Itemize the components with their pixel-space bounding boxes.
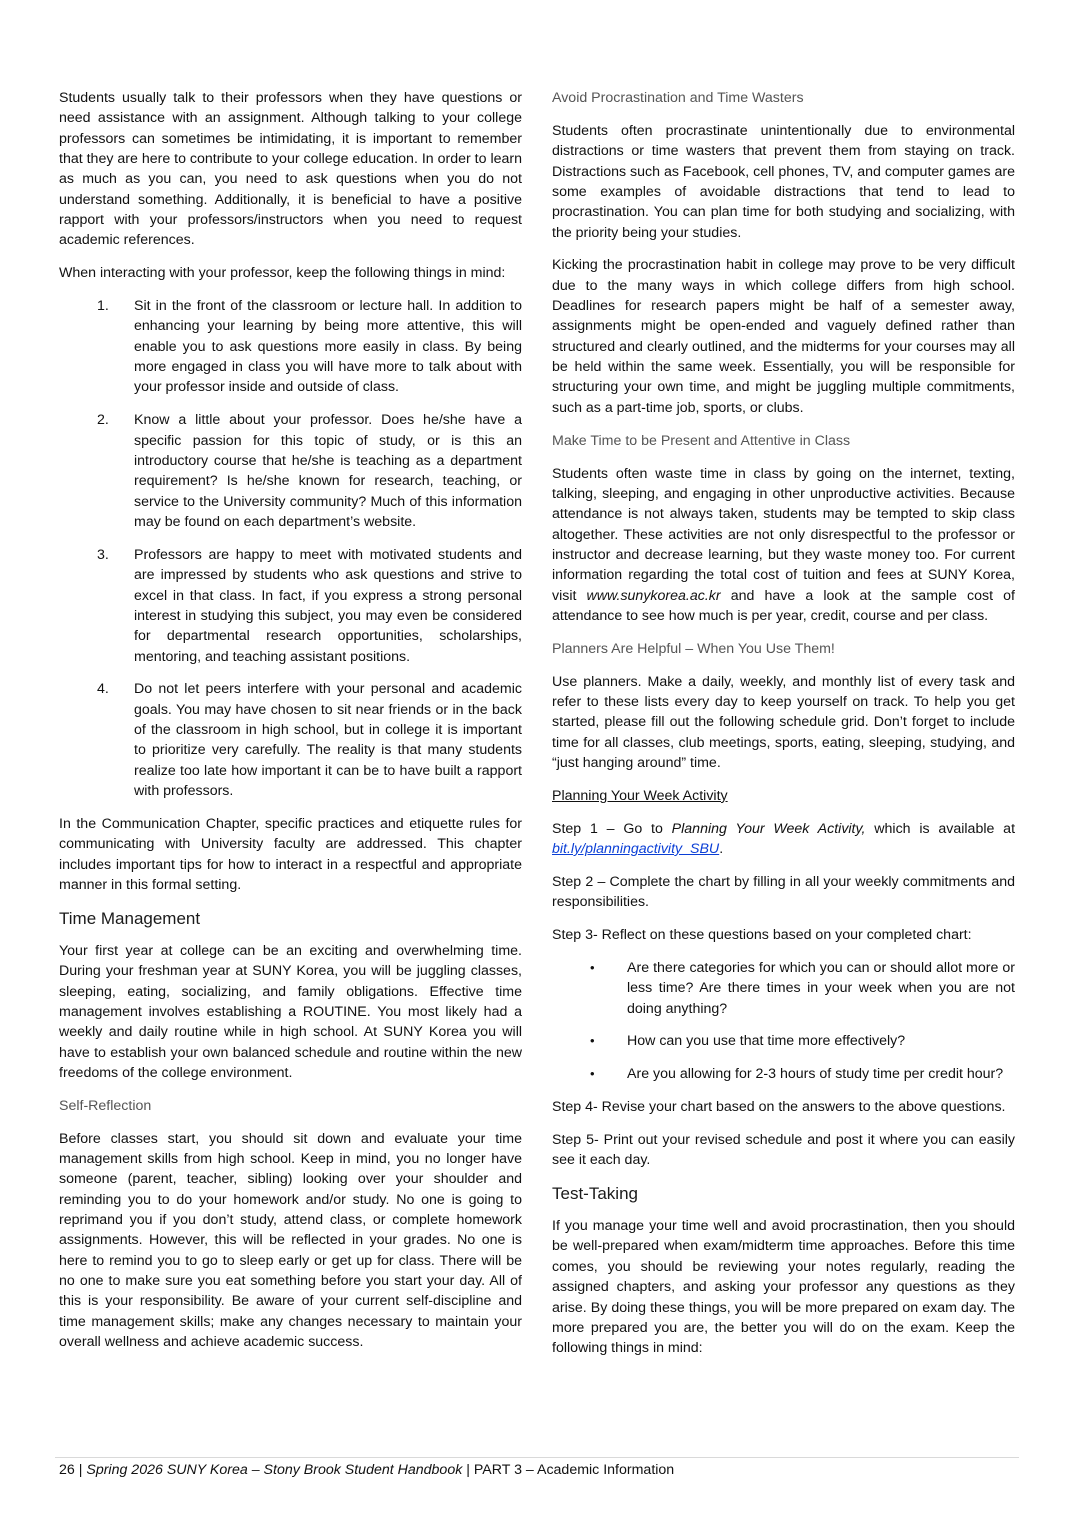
present-text-before: Students often waste time in class by going on the internet, texting, talking, sleeping, and engaging in other unproductive activities. Because attendance is not always taken, students may be tempted to skip class altogether. These activities are not only disrespectful to the professor or instructor and decrease learning, but they waste money too. For current information regarding the total cost of tuition and fees at SUNY Korea, visit [552, 465, 1015, 604]
bullet-icon: • [590, 959, 595, 975]
procrastination-paragraph-2: Kicking the procrastination habit in college may prove to be very difficult due to the many ways in which college differs from high school. Deadlines for research papers might be half of a semester away, assignments might be open-ended and vaguely defined rather than structured and clearly outlined, and the midterms for your courses may all be held within the same week. Essentially, you will be responsible for structuring your own time, and might be juggling multiple commitments, such as a part-time job, sports, or clubs. [552, 257, 1015, 416]
self-reflection-paragraph: Before classes start, you should sit down and evaluate your time management skills from high school. Keep in mind, you no longer have someone (parent, teacher, sibling) looking over your shoulder and reminding you to do your homework and/or study. No one is going to reprimand you if you don’t study, attend class, or complete homework assignments. However, this will be reflected in your grades. No one is here to remind you to go to sleep early or get up for class. There will be no one to make sure you eat something before you start your day. All of this is your responsibility. Be aware of your current self-discipline and time management skills; make any changes necessary to maintain your overall wellness and achieve academic success. [59, 1130, 522, 1351]
communication-paragraph: In the Communication Chapter, specific practices and etiquette rules for communicating with University faculty are addressed. This chapter includes important tips for how to interact in a respectful and appropriate manner in this formal setting. [59, 816, 522, 894]
step-1-mid: which is available at [865, 820, 1016, 837]
procrastination-paragraph-1: Students often procrastinate unintentionally due to environmental distractions or time wasters that prevent them from staying on track. Distractions such as Facebook, cell phones, TV, and computer games are some examples of avoidable distractions that tend to lead to procrastination. You can plan time for both studying and socializing, with the priority being your studies. [552, 122, 1015, 241]
list-item [59, 410, 522, 532]
handbook-title: Spring 2026 SUNY Korea – Stony Brook Student Handbook [86, 1462, 463, 1478]
test-taking-heading: Test-Taking [552, 1184, 638, 1204]
procrastination-heading: Avoid Procrastination and Time Wasters [552, 90, 804, 106]
step-1-label: Step 1 – Go to [552, 820, 672, 837]
planning-activity-heading: Planning Your Week Activity [552, 787, 728, 804]
footer-separator: | [74, 1462, 87, 1478]
step-5: Step 5- Print out your revised schedule and post it where you can easily see it each day. [552, 1131, 1015, 1169]
footer-separator: | [462, 1462, 474, 1478]
planning-activity-link[interactable]: bit.ly/planningactivity_SBU [552, 841, 720, 857]
left-column [59, 88, 522, 1365]
present-text-after: and have a look at the sample cost of attendance to see how much is per year, credit, course and per class. [552, 587, 1015, 624]
intro-paragraph: Students usually talk to their professors when they have questions or need assistance with an assignment. Although talking to your college professors can sometimes be intimidating, it is important to remember that they are here to contribute to your college education. In order to learn as much as you can, you need to ask questions when you do not understand something. Additionally, it is beneficial to have a positive rapport with your professors/instructors when you need to request academic references. [59, 90, 522, 249]
list-item [552, 1031, 1015, 1051]
list-item [59, 679, 522, 801]
test-taking-paragraph: If you manage your time well and avoid procrastination, then you should be well-prepared when exam/midterm time approaches. Before this time comes, you should be reviewing your notes regularly, reading the assigned chapters, and asking your professor any questions as they arise. By doing these things, you will be more prepared on exam day. The more prepared you are, the better you will do on the exam. Keep the following things in mind: [552, 1218, 1015, 1357]
suny-korea-url: www.sunykorea.ac.kr [586, 587, 721, 604]
present-in-class-heading: Make Time to be Present and Attentive in Class [552, 432, 851, 449]
step-2: Step 2 – Complete the chart by filling in all your weekly commitments and responsibilities. [552, 873, 1015, 911]
list-number: 2. [97, 412, 109, 429]
list-item [552, 1064, 1015, 1084]
planners-paragraph: Use planners. Make a daily, weekly, and monthly list of every task and refer to these lists every day to keep yourself on track. To help you get started, please fill out the following schedule grid. Don’t forget to include time for all classes, club meetings, sports, eating, sleeping, studying, and “just hanging around” time. [552, 673, 1015, 771]
page-number: 26 [59, 1462, 75, 1478]
list-item [552, 958, 1015, 1019]
step-4: Step 4- Revise your chart based on the answers to the above questions. [552, 1099, 1006, 1116]
list-number: 3. [97, 546, 109, 563]
list-item-text: Are you allowing for 2-3 hours of study time per credit hour? [627, 1066, 1004, 1083]
step-1-end: . [719, 841, 724, 857]
list-item-text: Know a little about your professor. Does he/she have a specific passion for this topic of study, or is this an introductory course that he/she is teaching as a department requirement? Is he/she known for research, teaching, or service to the University community? Much of this information may be found on each department’s website. [134, 412, 522, 531]
list-item-text: Professors are happy to meet with motivated students and are impressed by students who ask questions and strive to excel in that class. In fact, if you express a strong personal interest in studying this subject, you may even be considered for departmental research opportunities, scholarships, mentoring, and teaching assistant positions. [134, 546, 522, 665]
time-management-heading: Time Management [59, 908, 201, 928]
professor-tips-list [59, 296, 522, 801]
bullet-icon: • [590, 1066, 595, 1082]
self-reflection-heading: Self-Reflection [59, 1097, 152, 1114]
list-item-text: Do not let peers interfere with your personal and academic goals. You may have chosen to sit near friends or in the back of the classroom in high school, but in college it is important to prioritize very carefully. The reality is that many students realize too late how important it can be to have built a rapport with professors. [134, 681, 522, 800]
list-item-text: Are there categories for which you can or should allot more or less time? Are there times in your week when you are not doing anything? [627, 959, 1015, 1017]
step-1 [552, 819, 1015, 860]
list-item-text: Sit in the front of the classroom or lecture hall. In addition to enhancing your learning by being more attentive, this will enable you to ask questions more easily in class. By being more engaged in class you will have more to talk about with your professor inside and outside of class. [134, 298, 522, 396]
list-item [59, 296, 522, 398]
section-title: PART 3 – Academic Information [473, 1462, 675, 1478]
footer-divider [55, 1457, 1019, 1458]
planners-heading: Planners Are Helpful – When You Use Them! [552, 640, 835, 657]
step-3: Step 3- Reflect on these questions based on your completed chart: [552, 927, 972, 944]
bullet-icon: • [590, 1033, 595, 1049]
list-item-text: How can you use that time more effectively? [627, 1033, 906, 1050]
activity-title: Planning Your Week Activity, [671, 820, 866, 837]
list-number: 4. [97, 681, 109, 698]
list-item [59, 545, 522, 667]
right-column [552, 88, 1015, 1371]
reflection-questions-list [552, 958, 1015, 1085]
list-number: 1. [97, 298, 109, 315]
time-management-paragraph: Your first year at college can be an exciting and overwhelming time. During your freshman year at SUNY Korea, you will be juggling classes, sleeping, eating, socializing, and family obligations. Effective time management involves establishing a ROUTINE. You most likely had a weekly and daily routine while in high school. At SUNY Korea you will have to establish your own balanced schedule and routine within the new freedoms of the college environment. [59, 942, 522, 1081]
interaction-lead-paragraph: When interacting with your professor, keep the following things in mind: [59, 265, 506, 282]
page-footer [59, 1461, 674, 1479]
present-in-class-paragraph [552, 464, 1015, 627]
